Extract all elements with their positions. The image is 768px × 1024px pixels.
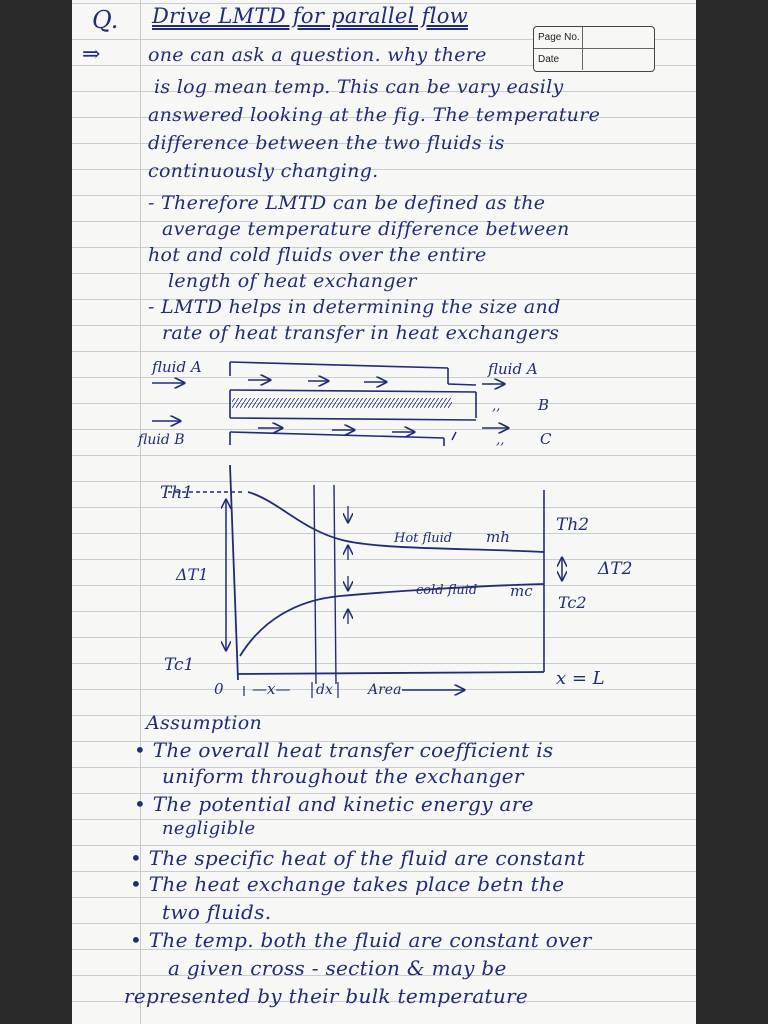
assumption-line: represented by their bulk temperature	[124, 984, 529, 1008]
intro-line: continuously changing.	[148, 160, 379, 182]
th1-label: Th1	[160, 483, 194, 503]
assumptions-heading: Assumption	[146, 712, 263, 734]
assumption-line: • The potential and kinetic energy are	[134, 792, 534, 816]
intro-line: - Therefore LMTD can be defined as the	[148, 192, 546, 214]
label-c: C	[540, 430, 552, 448]
assumption-line: two fluids.	[162, 900, 272, 924]
fluid-a-inlet-label: fluid A	[152, 358, 202, 376]
label-c-marks: ‚‚	[496, 433, 505, 448]
hot-fluid-label: Hot fluid	[394, 531, 453, 546]
assumption-line: • The specific heat of the fluid are constant	[130, 846, 586, 870]
mh-label: mh	[486, 528, 510, 546]
date-label: Date	[538, 54, 560, 65]
intro-line: answered looking at the fig. The temperature	[148, 104, 601, 126]
intro-line: length of heat exchanger	[168, 270, 417, 292]
assumption-line: a given cross - section & may be	[168, 956, 507, 980]
assumption-line: negligible	[162, 818, 256, 839]
intro-line: difference between the two fluids is	[148, 132, 505, 154]
implies-arrow: ⇒	[82, 42, 101, 67]
delta-t1-label: ΔT1	[176, 565, 209, 584]
page-title: Drive LMTD for parallel flow	[152, 4, 468, 28]
intro-line: hot and cold fluids over the entire	[148, 244, 487, 266]
intro-line: - LMTD helps in determining the size and	[148, 296, 561, 318]
th2-label: Th2	[556, 515, 590, 535]
assumption-line: uniform throughout the exchanger	[162, 764, 524, 788]
delta-t2-label: ΔT2	[598, 559, 633, 579]
temperature-profile-graph	[168, 465, 562, 698]
intro-line: rate of heat transfer in heat exchangers	[162, 322, 560, 344]
cold-fluid-label: cold fluid	[416, 583, 478, 598]
assumption-line: • The heat exchange takes place betn the	[130, 872, 565, 896]
area-label: Area	[368, 682, 402, 698]
tc2-label: Tc2	[558, 593, 587, 612]
mc-label: mc	[510, 582, 533, 600]
assumption-line: • The temp. both the fluid are constant over	[130, 928, 592, 952]
question-mark: Q.	[92, 6, 119, 34]
fluid-b-inlet-label: fluid B	[138, 432, 185, 448]
fluid-a-outlet-label: fluid A	[488, 360, 538, 378]
label-b-marks: ‚‚	[492, 399, 501, 414]
assumption-line: • The overall heat transfer coefficient is	[134, 738, 554, 762]
intro-line: average temperature difference between	[162, 218, 570, 240]
dx-label: dx	[316, 682, 333, 698]
heat-exchanger-figure	[152, 362, 508, 446]
tc1-label: Tc1	[164, 655, 195, 675]
intro-line: one can ask a question. why there	[148, 44, 487, 66]
notebook-page	[72, 0, 696, 1024]
label-b: B	[538, 396, 550, 414]
page-no-label: Page No.	[538, 32, 580, 43]
x-equals-l-label: x = L	[556, 668, 605, 689]
diagram-canvas	[72, 0, 696, 1024]
x-distance-label: —x—	[252, 680, 291, 698]
origin-label: 0	[214, 680, 224, 698]
intro-line: is log mean temp. This can be vary easily	[154, 76, 564, 98]
